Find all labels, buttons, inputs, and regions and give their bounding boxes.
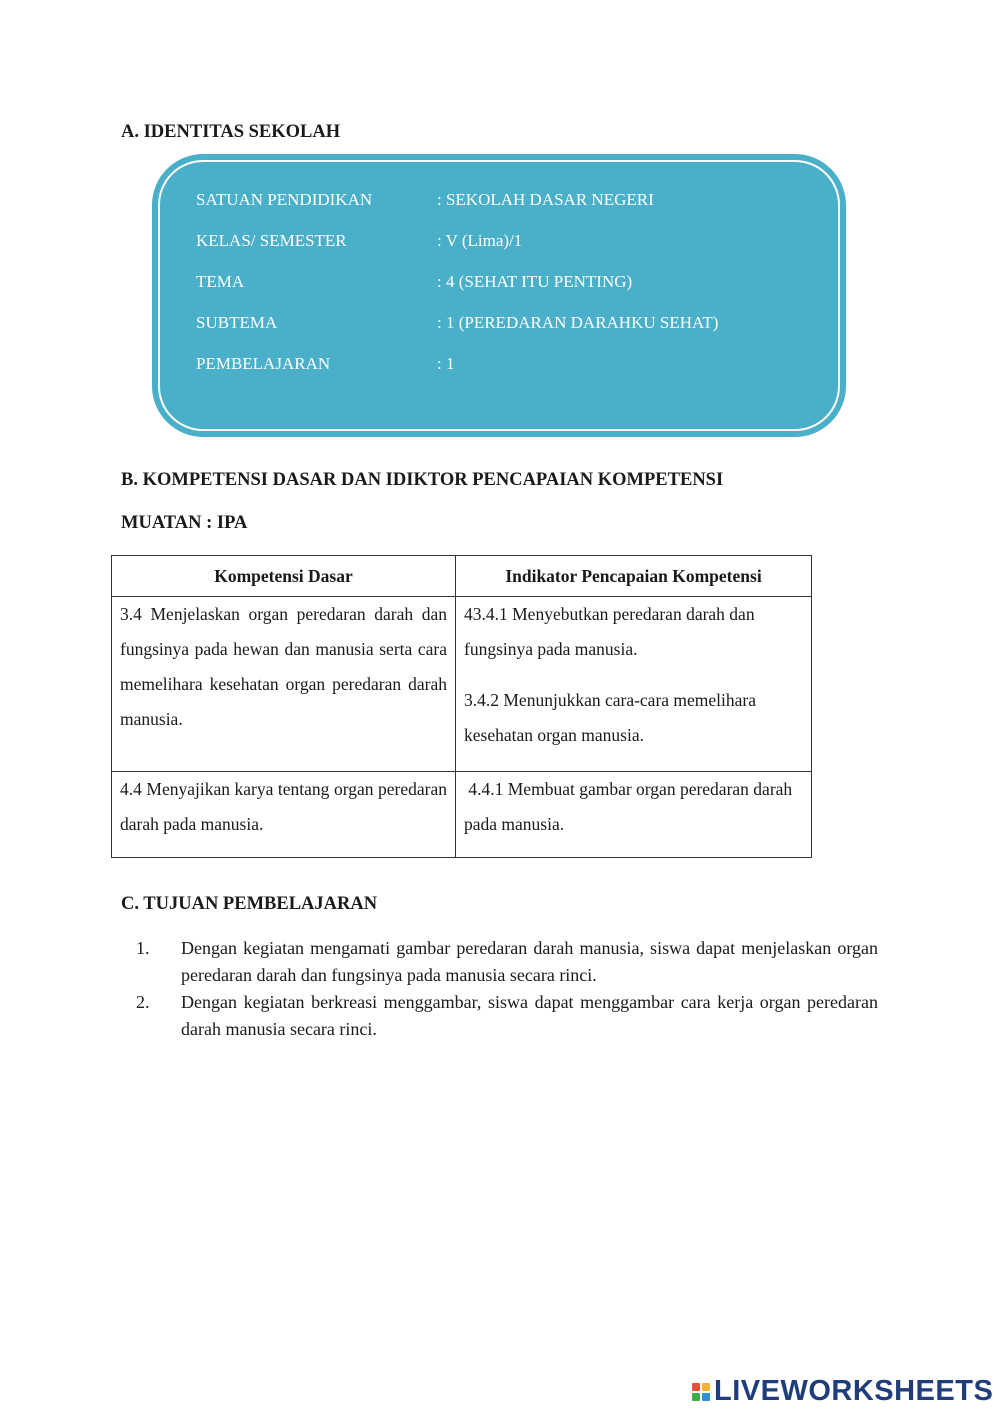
- indikator-cell: [456, 597, 812, 772]
- table-row: [112, 772, 812, 858]
- identity-label: KELAS/ SEMESTER: [196, 231, 347, 250]
- list-item: [136, 935, 878, 989]
- list-item-number: 1.: [136, 938, 150, 958]
- muatan-label: MUATAN : IPA: [121, 513, 248, 533]
- section-b-title: B. KOMPETENSI DASAR DAN IDIKTOR PENCAPAIAN KOMPETENSI: [121, 470, 724, 490]
- list-item-text: Dengan kegiatan mengamati gambar peredaran darah manusia, siswa dapat menjelaskan organ peredaran darah dan fungsinya pada manusia secara rinci.: [181, 938, 878, 985]
- logo-text: LIVEWORKSHEETS: [714, 1375, 994, 1407]
- liveworksheets-mark-icon: [692, 1383, 710, 1401]
- identity-value: : 4 (SEHAT ITU PENTING): [437, 272, 633, 291]
- kd-cell: 4.4 Menyajikan karya tentang organ peredaran darah pada manusia.: [112, 772, 456, 858]
- competency-table: [111, 555, 812, 858]
- kd-cell: 3.4 Menjelaskan organ peredaran darah dan fungsinya pada hewan dan manusia serta cara memelihara kesehatan organ peredaran darah manusia.: [112, 597, 456, 772]
- indikator-item: 3.4.2 Menunjukkan cara-cara memelihara kesehatan organ manusia.: [464, 690, 757, 745]
- identity-value: : V (Lima)/1: [437, 231, 523, 250]
- indikator-item: 4.4.1 Membuat gambar organ peredaran darah pada manusia.: [464, 779, 797, 834]
- section-a-title: A. IDENTITAS SEKOLAH: [121, 122, 341, 142]
- identity-label: SUBTEMA: [196, 313, 278, 332]
- table-row: [112, 597, 812, 772]
- identity-value: : SEKOLAH DASAR NEGERI: [437, 190, 654, 209]
- identity-label: SATUAN PENDIDIKAN: [196, 190, 373, 209]
- table-header-row: [112, 556, 812, 597]
- column-header-kd: Kompetensi Dasar: [112, 556, 456, 597]
- identity-value: : 1 (PEREDARAN DARAHKU SEHAT): [437, 313, 719, 332]
- indikator-cell: [456, 772, 812, 858]
- identity-label: TEMA: [196, 272, 245, 291]
- list-item-number: 2.: [136, 992, 150, 1012]
- identity-label: PEMBELAJARAN: [196, 354, 331, 373]
- list-item-text: Dengan kegiatan berkreasi menggambar, siswa dapat menggambar cara kerja organ peredaran darah manusia secara rinci.: [181, 992, 878, 1039]
- identity-box: [155, 157, 843, 434]
- list-item: [136, 989, 878, 1043]
- section-c-title: C. TUJUAN PEMBELAJARAN: [121, 894, 378, 914]
- liveworksheets-logo[interactable]: [692, 1375, 993, 1408]
- learning-objectives-list: [136, 935, 878, 1043]
- identity-value: : 1: [437, 354, 455, 373]
- column-header-indikator: Indikator Pencapaian Kompetensi: [456, 556, 812, 597]
- indikator-item: 43.4.1 Menyebutkan peredaran darah dan fungsinya pada manusia.: [464, 604, 755, 659]
